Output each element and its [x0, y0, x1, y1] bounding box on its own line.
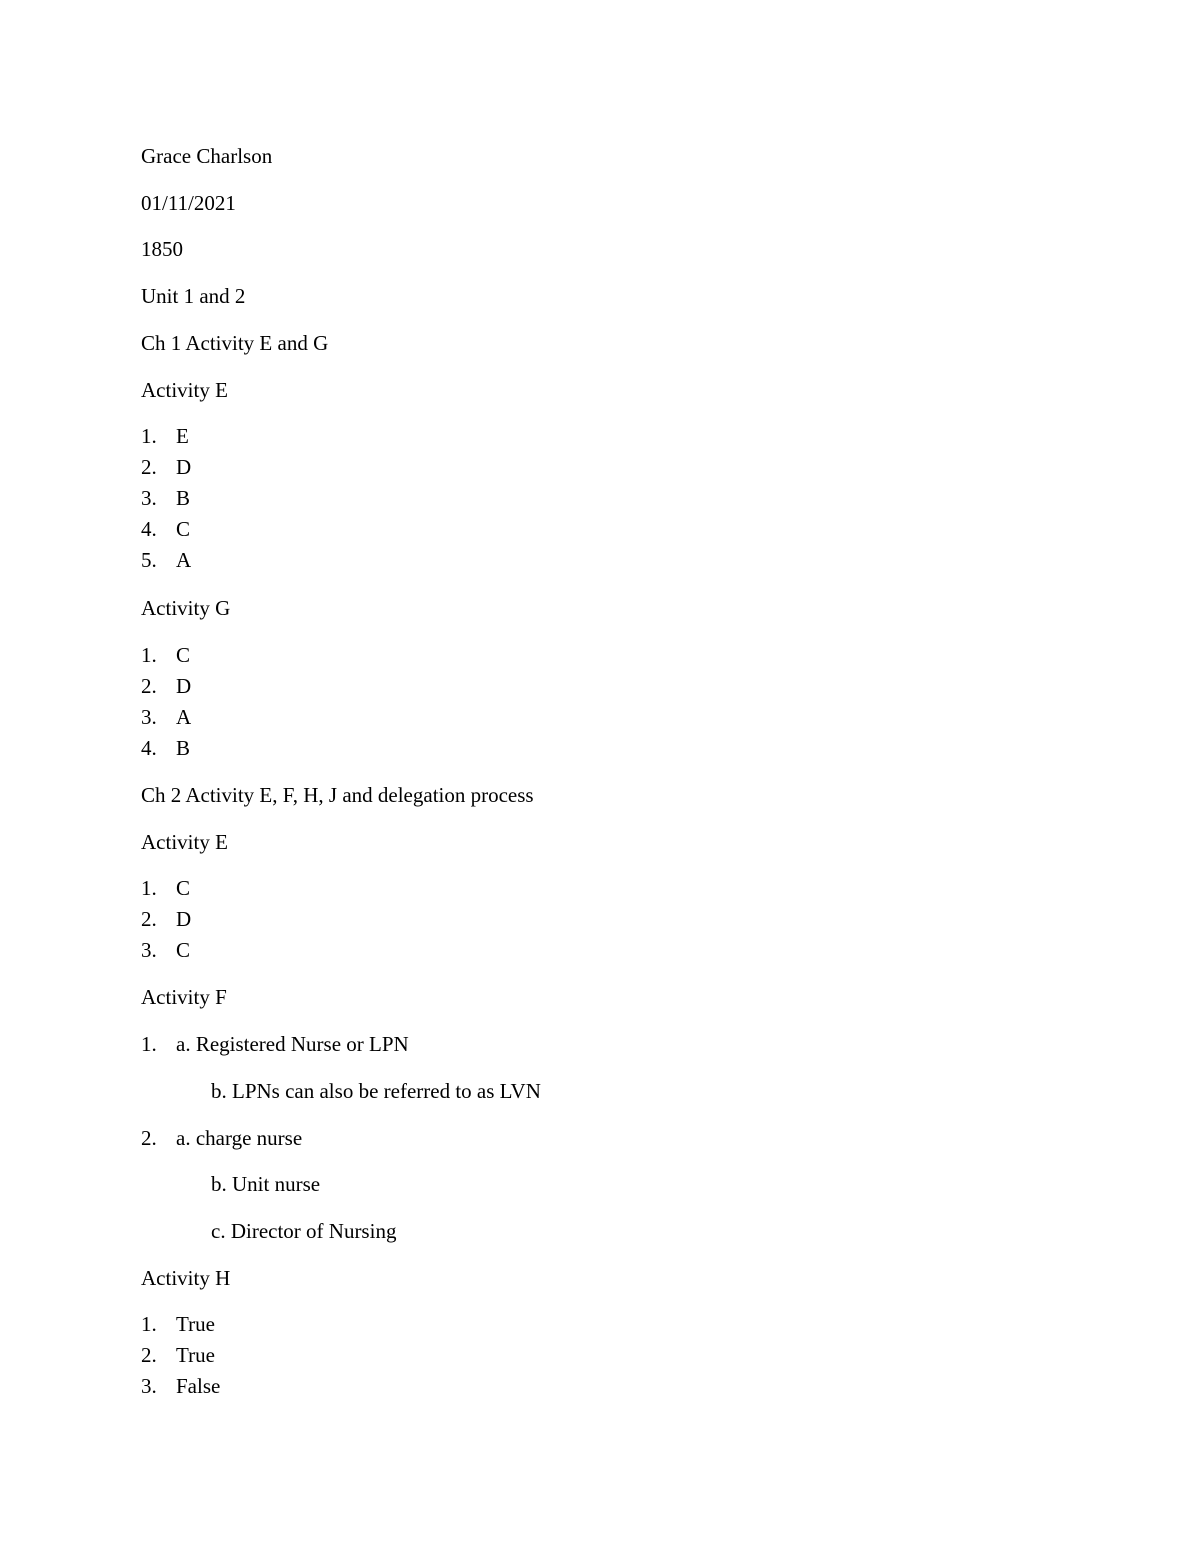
- list-answer: B: [176, 736, 191, 760]
- list-answer: a. charge nurse: [176, 1126, 303, 1150]
- list-answer: False: [176, 1374, 221, 1398]
- list-answer: True: [176, 1343, 215, 1367]
- list-number: 2.: [141, 907, 157, 931]
- list-number: 2.: [141, 1126, 157, 1150]
- list-answer: A: [176, 548, 192, 572]
- ch1-activity-e-heading: Activity E: [141, 378, 228, 402]
- list-number: 1.: [141, 643, 157, 667]
- list-number: 1.: [141, 876, 157, 900]
- list-number: 3.: [141, 1374, 157, 1398]
- list-number: 3.: [141, 486, 157, 510]
- sub-answer: b. LPNs can also be referred to as LVN: [211, 1079, 541, 1103]
- list-answer: B: [176, 486, 191, 510]
- list-number: 1.: [141, 424, 157, 448]
- list-number: 3.: [141, 938, 157, 962]
- list-number: 2.: [141, 455, 157, 479]
- ch2-activity-h-heading: Activity H: [141, 1266, 231, 1290]
- list-answer: A: [176, 705, 192, 729]
- ch1-activity-g-heading: Activity G: [141, 596, 231, 620]
- ch1-title: Ch 1 Activity E and G: [141, 331, 329, 355]
- list-answer: C: [176, 517, 191, 541]
- ch2-title: Ch 2 Activity E, F, H, J and delegation process: [141, 783, 534, 807]
- list-number: 4.: [141, 517, 157, 541]
- unit-title: Unit 1 and 2: [141, 284, 246, 308]
- list-answer: True: [176, 1312, 215, 1336]
- list-answer: a. Registered Nurse or LPN: [176, 1032, 409, 1056]
- list-answer: D: [176, 674, 192, 698]
- sub-answer: c. Director of Nursing: [211, 1219, 397, 1243]
- list-answer: E: [176, 424, 189, 448]
- course-number: 1850: [141, 237, 183, 261]
- date: 01/11/2021: [141, 191, 236, 215]
- list-number: 3.: [141, 705, 157, 729]
- list-number: 4.: [141, 736, 157, 760]
- list-number: 1.: [141, 1032, 157, 1056]
- ch2-activity-e-heading: Activity E: [141, 830, 228, 854]
- list-answer: C: [176, 938, 191, 962]
- sub-answer: b. Unit nurse: [211, 1172, 321, 1196]
- list-number: 5.: [141, 548, 157, 572]
- list-answer: D: [176, 907, 192, 931]
- list-answer: D: [176, 455, 192, 479]
- ch2-activity-f-heading: Activity F: [141, 985, 227, 1009]
- list-number: 2.: [141, 1343, 157, 1367]
- list-number: 2.: [141, 674, 157, 698]
- student-name: Grace Charlson: [141, 144, 273, 168]
- list-answer: C: [176, 876, 191, 900]
- list-number: 1.: [141, 1312, 157, 1336]
- list-answer: C: [176, 643, 191, 667]
